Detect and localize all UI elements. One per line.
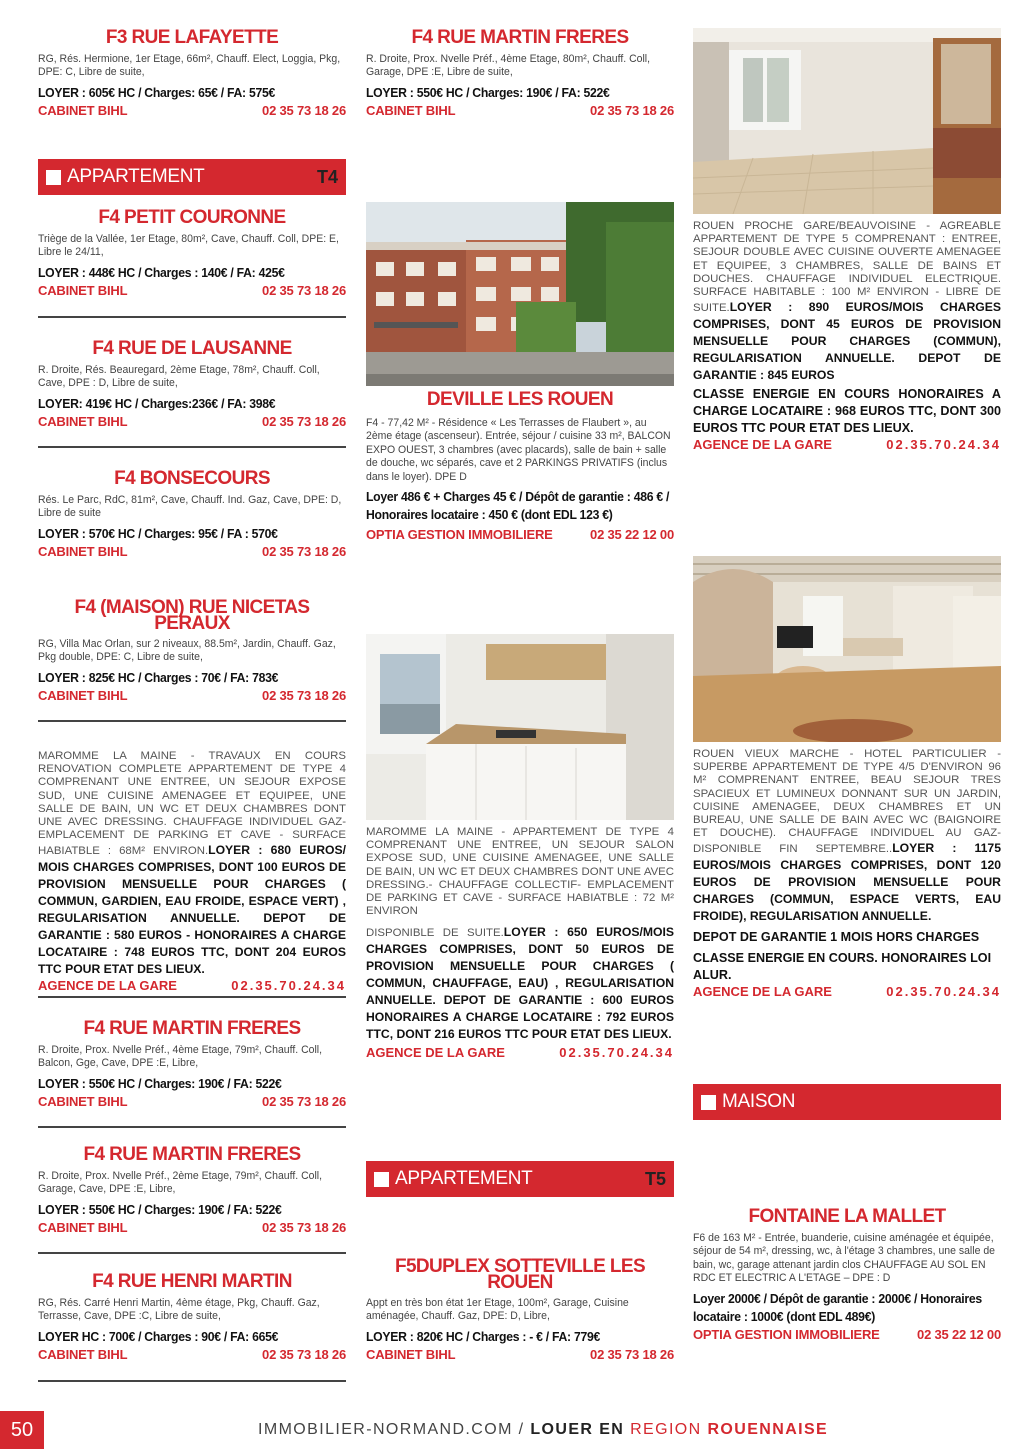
listing-desc: F6 de 163 M² - Entrée, buanderie, cuisine aménagée et équipée, séjour de 54 m², dressing, wc, à l'étage 3 chambres, une salle de bain, wc, garage attenant jardin clos CHAUFFAGE AU SOL EN RDC ET ELECTRIC A L'ETAGE – DPE : D [693, 1232, 995, 1285]
listing-contact [693, 984, 1001, 1000]
footer-sep: / [512, 1421, 531, 1438]
agency-name: AGENCE DE LA GARE [366, 1045, 505, 1061]
square-icon [46, 170, 61, 185]
agency-name: AGENCE DE LA GARE [693, 984, 832, 1000]
listing-title: F4 RUE HENRI MARTIN [92, 1271, 292, 1292]
desc-bold2: DEPOT DE GARANTIE 1 MOIS HORS CHARGES [693, 930, 980, 945]
kitchen-photo [366, 634, 674, 820]
listing-loyer: LOYER : 550€ HC / Charges: 190€ / FA: 522€ [38, 1075, 282, 1091]
listing-desc: Appt en très bon état 1er Etage, 100m², Garage, Cuisine aménagée, Chauff. Gaz, DPE: D, Libre, [366, 1297, 629, 1323]
agency-phone[interactable]: 02 35 22 12 00 [917, 1326, 1001, 1342]
listing-rouen-gare [693, 220, 1001, 453]
listing-f3-lafayette [38, 28, 346, 120]
agency-name: OPTIA GESTION IMMOBILIERE [366, 527, 553, 543]
photo-rouen-gare [693, 28, 1001, 214]
listing-title: F5DUPLEX SOTTEVILLE LES ROUEN [394, 1256, 646, 1293]
agency-phone[interactable]: 02 35 73 18 26 [590, 1346, 674, 1362]
listing-contact [693, 1326, 1001, 1344]
listing-desc: Rés. Le Parc, RdC, 81m², Cave, Chauff. Ind. Gaz, Cave, DPE: D, Libre de suite [38, 494, 342, 520]
listing-contact [38, 1346, 346, 1364]
separator [38, 1380, 346, 1382]
listing-title: F4 RUE MARTIN FRERES [83, 1018, 301, 1039]
separator [38, 316, 346, 318]
desc-bold: LOYER : 890 EUROS/MOIS CHARGES COMPRISES, DONT 45 EUROS DE PROVISION MENSUELLE POUR CHARGES (COMMUN), REGULARISATION ANNUELLE. DEPOT DE GARANTIE : 845 EUROS [693, 300, 1001, 383]
listing-f4-martin-freres-top [366, 28, 674, 120]
listing-loyer: LOYER : 550€ HC / Charges: 190€ / FA: 522€ [366, 84, 610, 100]
listing-contact [38, 1093, 346, 1111]
photo-rouen-vieux [693, 556, 1001, 742]
listing-title: F4 RUE MARTIN FRERES [83, 1144, 301, 1165]
listing-contact [38, 282, 346, 300]
separator [38, 1252, 346, 1254]
agency-name: CABINET BIHL [38, 1346, 128, 1362]
listing-title: F4 (MAISON) RUE NICETAS PERAUX [74, 597, 310, 634]
page-footer [0, 1411, 1024, 1449]
desc-bold3: CLASSE ENERGIE EN COURS. HONORAIRES LOI ALUR. [693, 951, 992, 983]
separator [38, 446, 346, 448]
listing-f5-sotteville [366, 1256, 674, 1364]
agency-phone[interactable]: 02 35 73 18 26 [262, 1093, 346, 1109]
listing-desc [693, 220, 1001, 384]
building-photo [366, 202, 674, 386]
listing-title: F4 BONSECOURS [114, 468, 270, 489]
listing-title: DEVILLE LES ROUEN [426, 389, 614, 410]
agency-phone[interactable]: 02 35 73 18 26 [262, 1346, 346, 1362]
listing-maromme-t4-b [366, 826, 674, 1061]
listing-f4-henri-martin [38, 1272, 346, 1364]
listing-loyer: LOYER : 448€ HC / Charges : 140€ / FA: 425€ [38, 264, 285, 280]
desc-bold: LOYER : 680 EUROS/ MOIS CHARGES COMPRISES, DONT 100 EUROS DE PROVISION MENSUELLE POUR CHARGES ( COMMUN, GARDIEN, EAU FROIDE, ESPACE VERT) , REGULARISATION ANNUELLE. DEPOT DE GARANTIE : 580 EUROS - HONORAIRES A CHARGE LOCATAIRE : 748 EUROS TTC, DONT 204 EUROS TTC POUR ETAT DES LIEUX. [38, 843, 347, 977]
listing-contact [38, 413, 346, 431]
listing-desc: Triège de la Vallée, 1er Etage, 80m², Cave, Chauff. Coll, DPE: E, Libre le 24/11, [38, 233, 339, 259]
agency-phone[interactable]: 02.35.70.24.34 [886, 437, 1001, 453]
agency-phone[interactable]: 02 35 73 18 26 [262, 1219, 346, 1235]
listing-loyer: LOYER HC : 700€ / Charges : 90€ / FA: 665€ [38, 1328, 279, 1344]
agency-phone[interactable]: 02.35.70.24.34 [231, 978, 346, 994]
listing-loyer: LOYER : 550€ HC / Charges: 190€ / FA: 522€ [38, 1201, 282, 1217]
agency-phone[interactable]: 02 35 73 18 26 [262, 413, 346, 429]
page-number: 50 [0, 1411, 44, 1449]
listing-desc: R. Droite, Rés. Beauregard, 2ème Etage, 78m², Chauff. Coll, Cave, DPE : D, Libre de suite, [38, 364, 320, 390]
listing-f4-lausanne [38, 339, 346, 431]
listing-desc [693, 748, 1001, 925]
listing-deville [366, 390, 674, 544]
banner-appartement-t5 [366, 1161, 674, 1197]
listing-desc: R. Droite, Prox. Nvelle Préf., 4ème Etage, 79m², Chauff. Coll, Balcon, Gge, Cave, DPE :E, Libre, [38, 1044, 323, 1070]
photo-deville-building [366, 202, 674, 386]
banner-label: MAISON [722, 1091, 796, 1112]
agency-phone[interactable]: 02 35 73 18 26 [262, 543, 346, 559]
listing-loyer: LOYER : 605€ HC / Charges: 65€ / FA: 575€ [38, 84, 276, 100]
footer-region: REGION [630, 1421, 708, 1438]
listing-contact [38, 687, 346, 705]
listing-f4-martin-freres-2 [38, 1145, 346, 1237]
banner-type: T5 [644, 1168, 666, 1189]
listing-contact [693, 437, 1001, 453]
square-icon [701, 1095, 716, 1110]
listing-desc: R. Droite, Prox. Nvelle Préf., 4ème Etage, 80m², Chauff. Coll, Garage, DPE :E, Libre de suite, [366, 53, 651, 79]
agency-name: CABINET BIHL [38, 282, 128, 298]
desc-bold: LOYER : 1175 EUROS/MOIS CHARGES COMPRISES, DONT 120 EUROS DE PROVISION MENSUELLE POUR CHARGES (COMMUN, ESPACE VERTS, EAU FROIDE), REGULARISATION ANNUELLE. [693, 841, 1001, 924]
listing-contact [366, 526, 674, 544]
listing-contact [366, 1045, 674, 1061]
listing-loyer: Loyer 2000€ / Dépôt de garantie : 2000€ / Honoraires locataire : 1000€ (dont EDL 489€) [693, 1290, 982, 1324]
agency-phone[interactable]: 02 35 73 18 26 [590, 102, 674, 118]
listing-f4-nicetas-peraux [38, 597, 346, 705]
desc-caps: MAROMME LA MAINE - APPARTEMENT DE TYPE 4 COMPRENANT UNE ENTREE, UN SEJOUR SALON EXPOSE SUD, UNE CUISINE AMENAGEE, UNE SALLE DE BAIN, UN WC ET DEUX CHAMBRES DONT UNE AVEC DRESSING.- CHAUFFAGE COLLECTIF- EMPLACEMENT DE PARKING ET CAVE - SURFACE HABIATBLE : 72 M² ENVIRON [366, 826, 674, 918]
footer-text [258, 1421, 828, 1439]
listing-contact [38, 102, 346, 120]
listing-contact [38, 978, 346, 994]
banner-label: APPARTEMENT [67, 166, 205, 187]
listing-title: F3 RUE LAFAYETTE [105, 27, 279, 48]
separator [38, 1126, 346, 1128]
banner-maison [693, 1084, 1001, 1120]
listing-loyer: LOYER: 419€ HC / Charges:236€ / FA: 398€ [38, 395, 276, 411]
desc-caps: ROUEN VIEUX MARCHE - HOTEL PARTICULIER - SUPERBE APPARTEMENT DE TYPE 4/5 D'ENVIRON 96 M² COMPRENANT ENTREE, BEAU SEJOUR TRES SPACIEUX ET LUMINEUX DONNANT SUR UN JARDIN, CUISINE AMENAGEE, DEUX CHAMBRES ET UN BUREAU, UNE SALLE DE BAIN AVEC WC (BAIGNOIRE ET DOUCHE). CHAUFFAGE INDIVIDUEL AU GAZ- DISPONIBLE FIN SEPTEMBRE.. [693, 748, 1001, 856]
agency-phone[interactable]: 02 35 22 12 00 [590, 527, 674, 543]
agency-name: AGENCE DE LA GARE [693, 437, 832, 453]
listing-desc: RG, Rés. Hermione, 1er Etage, 66m², Chauff. Elect, Loggia, Pkg, DPE: C, Libre de suite, [38, 53, 341, 79]
listing-rouen-vieux [693, 748, 1001, 1000]
separator [38, 720, 346, 722]
listing-title: F4 RUE MARTIN FRERES [411, 27, 629, 48]
listing-contact [366, 102, 674, 120]
agency-phone[interactable]: 02.35.70.24.34 [559, 1045, 674, 1061]
agency-name: CABINET BIHL [366, 1346, 456, 1362]
listing-title: F4 PETIT COURONNE [98, 207, 286, 228]
square-icon [374, 1172, 389, 1187]
listing-desc [38, 750, 346, 978]
listing-desc: RG, Villa Mac Orlan, sur 2 niveaux, 88.5m², Jardin, Chauff. Gaz, Pkg double, DPE: C, Libre de suite, [38, 638, 336, 664]
agency-name: OPTIA GESTION IMMOBILIERE [693, 1326, 880, 1342]
agency-name: AGENCE DE LA GARE [38, 978, 177, 994]
agency-name: CABINET BIHL [38, 543, 128, 559]
agency-name: CABINET BIHL [38, 1093, 128, 1109]
agency-phone[interactable]: 02.35.70.24.34 [886, 984, 1001, 1000]
listing-title: FONTAINE LA MALLET [748, 1206, 946, 1227]
listing-desc: RG, Rés. Carré Henri Martin, 4ème étage, Pkg, Chauff. Gaz, Terrasse, Cave, DPE :C, Libre de suite, [38, 1297, 320, 1323]
listing-loyer: LOYER : 570€ HC / Charges: 95€ / FA : 570€ [38, 525, 278, 541]
agency-phone[interactable]: 02 35 73 18 26 [262, 102, 346, 118]
agency-name: CABINET BIHL [38, 102, 128, 118]
listing-contact [38, 543, 346, 561]
listing-f4-petit-couronne [38, 208, 346, 300]
agency-phone[interactable]: 02 35 73 18 26 [262, 687, 346, 703]
listing-f4-martin-freres-1 [38, 1019, 346, 1111]
photo-maromme-kitchen [366, 634, 674, 820]
listing-desc: F4 - 77,42 M² - Résidence « Les Terrasses de Flaubert », au 2ème étage (ascenseur). Entrée, séjour / cuisine 33 m², BALCON EXPO OUEST, 3 chambres (avec placards), salle de bain + salle de douche, wc séparés, cave et 2 PARKINGS PRIVATIFS (inclus dans le loyer). DPE D [366, 417, 671, 483]
site-link[interactable]: IMMOBILIER-NORMAND.COM [258, 1421, 513, 1438]
listing-maromme-t4 [38, 750, 346, 994]
listing-fontaine [693, 1207, 1001, 1344]
listing-desc: R. Droite, Prox. Nvelle Préf., 2ème Etage, 79m², Chauff. Coll, Garage, Cave, DPE :E, Libre, [38, 1170, 323, 1196]
room-photo [693, 28, 1001, 214]
footer-louer: LOUER EN [530, 1421, 631, 1438]
listing-contact [366, 1346, 674, 1364]
desc-bold: LOYER : 650 EUROS/MOIS CHARGES COMPRISES, DONT 50 EUROS DE PROVISION MENSUELLE POUR CHARGES ( COMMUN, CHAUFFAGE, EAU) , REGULARISATION ANNUELLE. DEPOT DE GARANTIE : 600 EUROS HONORAIRES A CHARGE LOCATAIRE : 792 EUROS TTC, DONT 216 EUROS TTC POUR ETAT DES LIEUX. [366, 925, 674, 1042]
banner-type: T4 [316, 166, 338, 187]
footer-rouen: ROUENNAISE [707, 1421, 829, 1438]
listing-contact [38, 1219, 346, 1237]
listing-loyer: LOYER : 825€ HC / Charges : 70€ / FA: 783€ [38, 669, 279, 685]
separator [38, 996, 346, 998]
desc-caps: ROUEN PROCHE GARE/BEAUVOISINE - AGREABLE APPARTEMENT DE TYPE 5 COMPRENANT : ENTREE, SEJOUR DOUBLE AVEC CUISINE OUVERTE AMENAGEE ET EQUIPEE, 3 CHAMBRES, SALLE DE BAINS ET DOUCHES. CHAUFFAGE INDIVIDUEL ELECTRIQUE. SURFACE HABITABLE : 100 M² ENVIRON - LIBRE DE SUITE. [693, 220, 1001, 315]
desc-bold2: CLASSE ENERGIE EN COURS HONORAIRES A CHARGE LOCATAIRE : 968 EUROS TTC, DONT 300 EUROS TTC POUR ETAT DES LIEUX. [693, 387, 1001, 436]
agency-name: CABINET BIHL [38, 413, 128, 429]
banner-label: APPARTEMENT [395, 1168, 533, 1189]
listing-loyer: LOYER : 820€ HC / Charges : - € / FA: 779€ [366, 1328, 601, 1344]
listing-loyer: Loyer 486 € + Charges 45 € / Dépôt de garantie : 486 € / Honoraires locataire : 450 € (dont EDL 123 €) [366, 489, 670, 523]
agency-name: CABINET BIHL [366, 102, 456, 118]
agency-phone[interactable]: 02 35 73 18 26 [262, 282, 346, 298]
listing-title: F4 RUE DE LAUSANNE [92, 338, 292, 359]
agency-name: CABINET BIHL [38, 1219, 128, 1235]
agency-name: CABINET BIHL [38, 687, 128, 703]
listing-f4-bonsecours [38, 469, 346, 561]
banner-appartement-t4 [38, 159, 346, 195]
listing-desc [366, 924, 674, 1043]
desc-caps: MAROMME LA MAINE - TRAVAUX EN COURS RENOVATION COMPLETE APPARTEMENT DE TYPE 4 COMPRENANT UNE ENTREE, UN SEJOUR EXPOSE SUD, UNE CUISINE AMENAGEE ET EQUIPEE, UNE SALLE DE BAIN, UN WC ET DEUX CHAMBRES DONT UNE AVEC DRESSING. CHAUFFAGE INDIVIDUEL GAZ- EMPLACEMENT DE PARKING ET CAVE - SURFACE HABIATBLE : 68M² ENVIRON. [38, 750, 346, 858]
living-room-photo [693, 556, 1001, 742]
desc-caps2: DISPONIBLE DE SUITE. [366, 927, 504, 940]
